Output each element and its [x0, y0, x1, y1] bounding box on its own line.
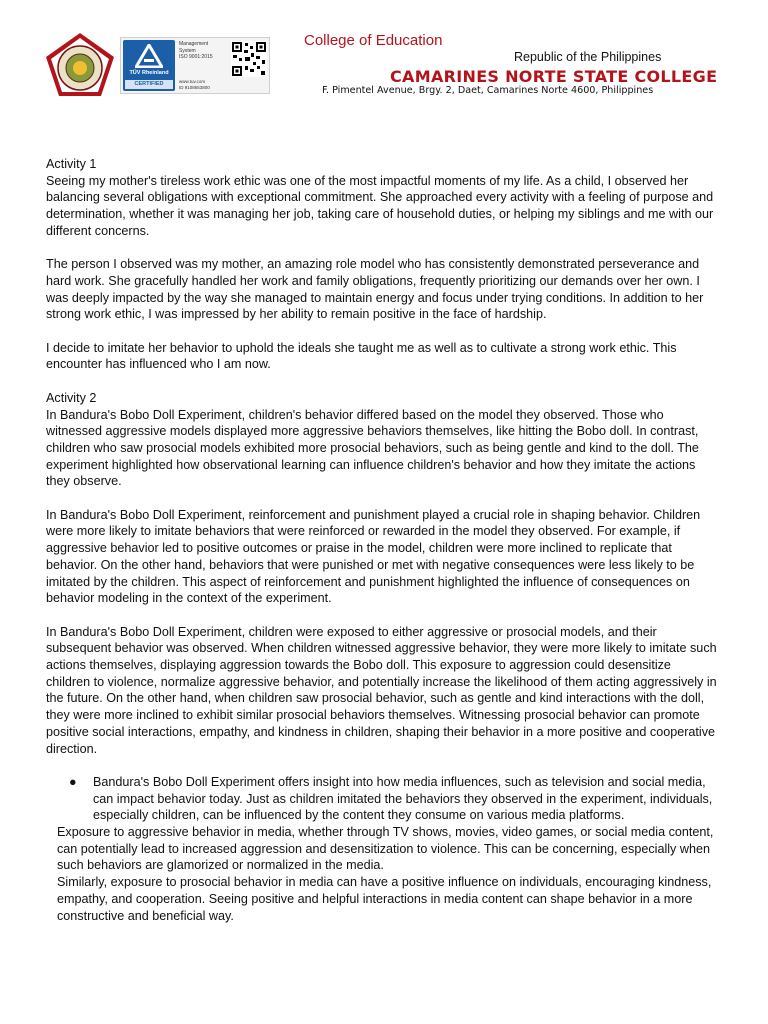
school-address: F. Pimentel Avenue, Brgy. 2, Daet, Camarines Norte 4600, Philippines	[322, 85, 654, 96]
activity-2-paragraph-2: In Bandura's Bobo Doll Experiment, reinforcement and punishment played a crucial role in shaping behavior. Children were more likely to imitate behaviors that were reinforced or rewarded in the model they observed. For example, if aggressive behavior led to positive outcomes or praise in the model, children were more inclined to replicate that behavior. On the other hand, behaviors that were punished or met with negative consequences were less likely to be imitated by the children. This aspect of reinforcement and punishment highlighted the influence of consequences on behavior modeling in the context of the experiment.	[46, 507, 701, 606]
republic-label: Republic of the Philippines	[514, 50, 662, 64]
indented-paragraph-1: Exposure to aggressive behavior in media, whether through TV shows, movies, video games, or social media content, can potentially lead to increased aggression and desensitization to violence. This can be concerning, especially when such behaviors are glamorized or normalized in the media.	[57, 825, 714, 873]
cert-line-3: ISO 9001:2015	[179, 54, 213, 60]
tuv-brand: TÜV Rheinland	[129, 70, 169, 76]
college-name: College of Education	[304, 32, 443, 49]
school-name: CAMARINES NORTE STATE COLLEGE	[390, 67, 718, 86]
activity-1-heading: Activity 1	[46, 157, 97, 171]
activity-1-paragraph-3: I decide to imitate her behavior to uphold the ideals she taught me as well as to cultivate a strong work ethic. This encounter has influenced who I am now.	[46, 340, 677, 372]
spacer	[46, 607, 718, 624]
cert-id: ID 9108653800	[179, 84, 210, 90]
college-seal-icon	[44, 32, 116, 98]
spacer	[46, 240, 718, 257]
spacer	[46, 757, 718, 774]
letterhead	[0, 0, 768, 110]
activity-2-paragraph-3: In Bandura's Bobo Doll Experiment, children were exposed to either aggressive or prosocial models, and their subsequent behavior was observed. When children witnessed aggressive behavior, they were more likely to imitate such actions themselves, displaying aggression towards the Bobo doll. This exposure to aggression could desensitize children to violence, normalize aggressive behavior, and potentially increase the likelihood of them acting aggressively in the future. On the other hand, when children saw prosocial behavior, such as gentle and kind interactions with the doll, they were more inclined to exhibit similar prosocial behaviors themselves. Witnessing prosocial behavior can promote positive social interactions, empathy, and kindness in children, shaping their behavior in a more positive and cooperative direction.	[46, 624, 717, 756]
activity-2-paragraph-1: In Bandura's Bobo Doll Experiment, children's behavior differed based on the model they observed. Those who witnessed aggressive models displayed more aggressive behaviors themselves, like hitting the Bobo doll. In contrast, children who saw prosocial models exhibited more prosocial behaviors, such as being gentle and kind to the doll. The experiment highlighted how observational learning can influence children's behavior and how they imitate the actions they observe.	[46, 407, 699, 489]
activity-2-heading: Activity 2	[46, 390, 97, 405]
bullet-text: Bandura's Bobo Doll Experiment offers insight into how media influences, such as television and social media, can impact behavior today. Just as children imitated the behaviors they observed in the experiment, individuals, especially children, can be influenced by the content they consume on various media platforms.	[93, 774, 713, 823]
certification-badge	[120, 37, 270, 94]
tuv-certified-label: CERTIFIED	[125, 80, 173, 89]
cert-web: www.tuv.com	[179, 79, 206, 84]
qr-code-icon	[231, 41, 267, 77]
activity-1-paragraph-2: The person I observed was my mother, an amazing role model who has consistently demonstrated perseverance and hard work. She gracefully handled her work and family obligations, frequently prioritizing our demands over her own. I was deeply impacted by the way she managed to maintain energy and focus under trying conditions. In addition to her strong work ethic, I was impressed by her ability to remain positive in the face of hardship.	[46, 257, 704, 322]
cert-line-2: System	[179, 47, 196, 54]
indented-paragraph-2: Similarly, exposure to prosocial behavior in media can have a positive influence on individuals, encouraging kindness, empathy, and cooperation. Seeing positive and helpful interactions in media content can shape behavior in a more constructive and beneficial way.	[57, 875, 712, 923]
certification-details	[179, 41, 213, 61]
activity-1-paragraph-1: Seeing my mother's tireless work ethic was one of the most impactful moments of my life. As a child, I observed her balancing several obligations with exceptional commitment. She approached every activity with a feeling of purpose and determination, whether it was managing her job, taking care of household duties, or helping my siblings and me with our different concerns.	[46, 173, 714, 238]
bullet-icon: ●	[69, 774, 77, 789]
certification-web	[179, 79, 210, 90]
document-body	[46, 156, 718, 924]
spacer	[46, 490, 718, 507]
spacer	[46, 373, 718, 390]
tuv-triangle-icon	[135, 44, 163, 68]
spacer	[46, 323, 718, 340]
tuv-certification-icon	[123, 40, 175, 91]
bullet-item	[46, 774, 718, 824]
cert-line-1: Management	[179, 41, 209, 47]
